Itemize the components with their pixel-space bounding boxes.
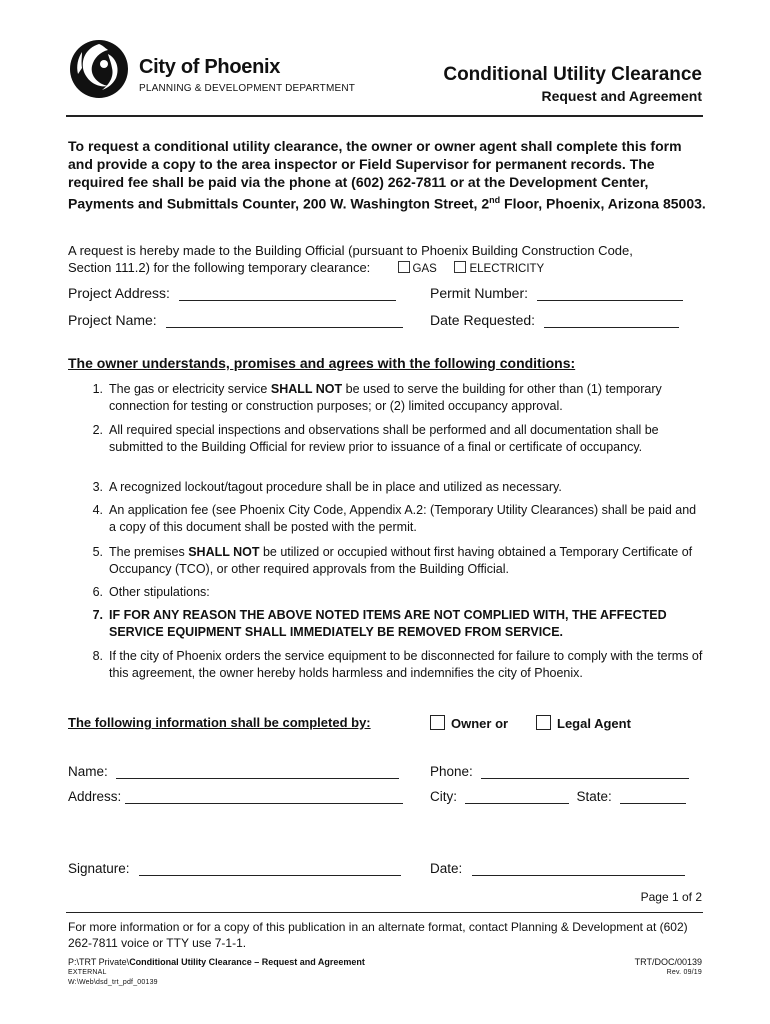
city-field[interactable] xyxy=(465,789,569,804)
signature-row xyxy=(68,861,401,876)
permit-number-label: Permit Number: xyxy=(430,285,529,301)
phone-row xyxy=(430,764,689,779)
address-row xyxy=(68,789,403,804)
project-name-row xyxy=(68,312,403,328)
project-address-field[interactable] xyxy=(179,286,396,301)
permit-number-field[interactable] xyxy=(537,286,683,301)
address-field[interactable] xyxy=(125,789,403,804)
signature-date-label: Date: xyxy=(430,861,463,876)
condition-text: An application fee (see Phoenix City Code, Appendix A.2: (Temporary Utility Clearances) shall be paid and a copy of this document shall be posted with the permit. xyxy=(109,503,697,534)
intro-text-end: Floor, Phoenix, Arizona 85003. xyxy=(500,195,706,212)
phone-field[interactable] xyxy=(481,764,689,779)
request-line-1: A request is hereby made to the Building Official (pursuant to Phoenix Building Construction Code, xyxy=(68,243,633,258)
gas-checkbox[interactable] xyxy=(398,261,410,273)
condition-number: 6. xyxy=(92,585,103,599)
condition-item xyxy=(68,544,704,577)
intro-sup: nd xyxy=(489,195,501,205)
city-state-row xyxy=(430,789,686,804)
condition-text: Other stipulations: xyxy=(109,585,210,599)
condition-number: 8. xyxy=(92,649,103,663)
legal-agent-option xyxy=(536,715,631,731)
form-title: Conditional Utility Clearance xyxy=(443,64,702,85)
signature-label: Signature: xyxy=(68,861,130,876)
condition-text: The gas or electricity service xyxy=(109,382,271,396)
city-of-phoenix-logo-icon xyxy=(68,38,130,100)
page-number: Page 1 of 2 xyxy=(640,890,702,904)
electricity-label: ELECTRICITY xyxy=(469,263,545,275)
date-requested-label: Date Requested: xyxy=(430,312,536,328)
project-name-field[interactable] xyxy=(166,313,403,328)
footer-divider xyxy=(66,912,703,913)
org-name: City of Phoenix xyxy=(139,56,281,78)
intro-paragraph xyxy=(68,137,708,213)
condition-item xyxy=(68,422,704,455)
signature-field[interactable] xyxy=(139,861,401,876)
web-path: W:\Web\dsd_trt_pdf_00139 xyxy=(68,979,158,986)
project-address-row xyxy=(68,285,396,301)
condition-text: If the city of Phoenix orders the service equipment to be disconnected for failure to comply with the terms of this agreement, the owner hereby holds harmless and indemnifies the city of Phoenix. xyxy=(109,649,703,680)
owner-checkbox[interactable] xyxy=(430,715,445,730)
intro-text: To request a conditional utility clearance, the owner or owner agent shall complete this form and provide a copy to the area inspector or Field Supervisor for permanent records. The required fee shall be paid via the phone at (602) 262-7811 or at the Development Center, Payments and Submittals Counter, 200 W. Washington Street, 2 xyxy=(68,138,682,212)
header-divider xyxy=(66,115,703,117)
name-row xyxy=(68,764,399,779)
condition-item xyxy=(68,479,704,496)
request-paragraph xyxy=(68,242,708,278)
conditions-heading: The owner understands, promises and agrees with the following conditions: xyxy=(68,355,576,371)
condition-item xyxy=(68,381,704,414)
city-label: City: xyxy=(430,789,457,804)
gas-label: GAS xyxy=(412,263,437,275)
condition-number: 5. xyxy=(92,545,103,559)
form-subtitle: Request and Agreement xyxy=(541,88,702,104)
external-label: EXTERNAL xyxy=(68,969,107,976)
revision: Rev. 09/19 xyxy=(666,969,702,976)
date-requested-field[interactable] xyxy=(544,313,679,328)
condition-emphasis: SHALL NOT xyxy=(270,382,343,396)
signature-date-row xyxy=(430,861,685,876)
condition-item xyxy=(68,648,704,681)
condition-text: be utilized or occupied without first having obtained a Temporary Certificate of Occupancy (TCO), or other required approvals from the Building Official. xyxy=(109,545,693,576)
project-address-label: Project Address: xyxy=(68,285,170,301)
condition-item xyxy=(68,584,704,601)
file-path xyxy=(68,957,365,967)
name-label: Name: xyxy=(68,764,108,779)
condition-text: A recognized lockout/tagout procedure shall be in place and utilized as necessary. xyxy=(109,480,562,494)
legal-agent-checkbox[interactable] xyxy=(536,715,551,730)
state-field[interactable] xyxy=(620,789,686,804)
condition-number: 2. xyxy=(92,423,103,437)
condition-number: 4. xyxy=(92,503,103,517)
state-label: State: xyxy=(576,789,612,804)
request-line-2: Section 111.2) for the following temporary clearance: xyxy=(68,260,371,275)
address-label: Address: xyxy=(68,789,122,804)
condition-item xyxy=(68,502,704,535)
completed-by-heading: The following information shall be completed by: xyxy=(68,715,371,730)
condition-text: IF FOR ANY REASON THE ABOVE NOTED ITEMS ARE NOT COMPLIED WITH, THE AFFECTED SERVICE EQUIPMENT SHALL IMMEDIATELY BE REMOVED FROM SERVICE. xyxy=(109,608,667,639)
legal-agent-label: Legal Agent xyxy=(557,716,631,731)
condition-number: 3. xyxy=(92,480,103,494)
signature-date-field[interactable] xyxy=(472,861,685,876)
permit-number-row xyxy=(430,285,683,301)
owner-option xyxy=(430,715,508,731)
condition-number: 1. xyxy=(92,382,103,396)
doc-id: TRT/DOC/00139 xyxy=(634,957,702,967)
condition-item xyxy=(68,607,704,640)
phone-label: Phone: xyxy=(430,764,473,779)
condition-text: The premises xyxy=(109,545,189,559)
more-info-text: For more information or for a copy of this publication in an alternate format, contact Planning & Development at (602) 262-7811 voice or TTY use 7-1-1. xyxy=(68,920,688,950)
org-department: PLANNING & DEVELOPMENT DEPARTMENT xyxy=(139,83,356,94)
project-name-label: Project Name: xyxy=(68,312,157,328)
condition-number: 7. xyxy=(92,608,103,622)
condition-text: All required special inspections and observations shall be performed and all documentation shall be submitted to the Building Official for review prior to issuance of a final or certificate of occupancy. xyxy=(109,423,659,454)
file-path-prefix: P:\TRT Private\ xyxy=(68,957,130,967)
owner-label: Owner or xyxy=(451,716,509,731)
condition-emphasis: SHALL NOT xyxy=(188,545,260,559)
electricity-checkbox[interactable] xyxy=(454,261,466,273)
name-field[interactable] xyxy=(116,764,399,779)
date-requested-row xyxy=(430,312,679,328)
file-path-doc: Conditional Utility Clearance – Request and Agreement xyxy=(129,957,365,967)
condition-text: be used to serve the building for other than (1) temporary connection for testing or construction purposes; or (2) limited occupancy approval. xyxy=(109,382,662,413)
